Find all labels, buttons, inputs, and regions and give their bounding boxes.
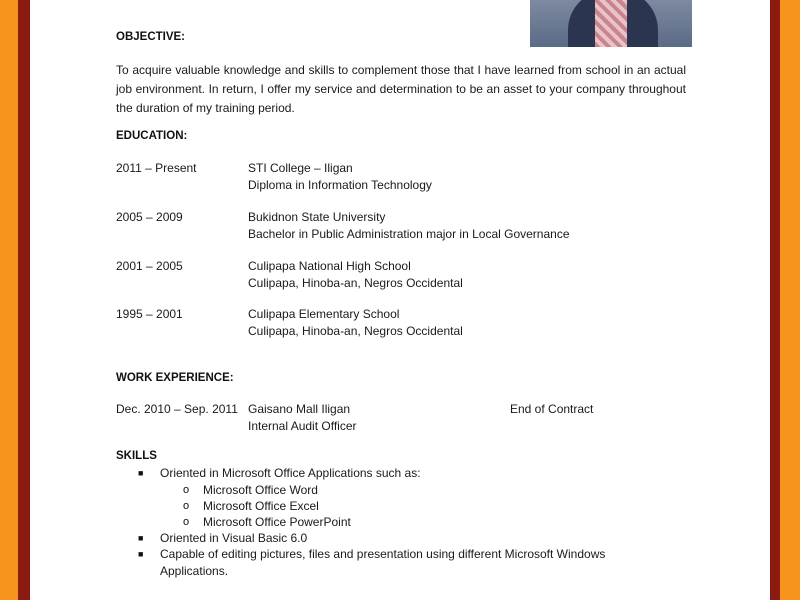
skill-subitem: Microsoft Office Word: [203, 483, 318, 497]
skill-item: Oriented in Microsoft Office Applications such as:: [160, 466, 421, 480]
education-school: Culipapa Elementary School: [248, 307, 400, 321]
skill-item: Capable of editing pictures, files and presentation using different Microsoft Windows: [160, 547, 606, 561]
profile-photo: [530, 0, 692, 47]
skill-subitem: Microsoft Office Excel: [203, 499, 319, 513]
skill-item-continuation: Applications.: [160, 564, 229, 578]
skill-subitem: Microsoft Office PowerPoint: [203, 515, 351, 529]
skills-heading: SKILLS: [116, 450, 157, 462]
education-detail: Culipapa, Hinoba-an, Negros Occidental: [248, 324, 463, 338]
education-years: 2005 – 2009: [116, 210, 183, 224]
resume-page: [30, 0, 770, 600]
education-detail: Diploma in Information Technology: [248, 178, 432, 192]
education-school: Bukidnon State University: [248, 210, 386, 224]
work-employer: Gaisano Mall Iligan: [248, 402, 351, 416]
work-status: End of Contract: [510, 402, 594, 416]
skill-item: Oriented in Visual Basic 6.0: [160, 531, 308, 545]
work-position: Internal Audit Officer: [248, 419, 357, 433]
education-years: 2001 – 2005: [116, 259, 183, 273]
education-detail: Culipapa, Hinoba-an, Negros Occidental: [248, 276, 463, 290]
work-heading: WORK EXPERIENCE:: [116, 372, 234, 384]
education-years: 2011 – Present: [116, 161, 197, 175]
circle-bullet-icon: o: [183, 484, 190, 496]
education-detail: Bachelor in Public Administration major in Local Governance: [248, 227, 570, 241]
education-heading: EDUCATION:: [116, 130, 188, 142]
bullet-icon: ■: [138, 549, 144, 559]
objective-heading: OBJECTIVE:: [116, 31, 186, 43]
objective-text: To acquire valuable knowledge and skills to complement those that I have learned from school in an actual job environment. In return, I offer my service and determination to be an asset to your company throughout the duration of my training period.: [116, 63, 686, 115]
circle-bullet-icon: o: [183, 516, 190, 528]
education-years: 1995 – 2001: [116, 307, 183, 321]
education-school: STI College – Iligan: [248, 161, 353, 175]
work-dates: Dec. 2010 – Sep. 2011: [116, 402, 238, 416]
bullet-icon: ■: [138, 533, 144, 543]
bullet-icon: ■: [138, 468, 144, 478]
education-school: Culipapa National High School: [248, 259, 411, 273]
circle-bullet-icon: o: [183, 500, 190, 512]
